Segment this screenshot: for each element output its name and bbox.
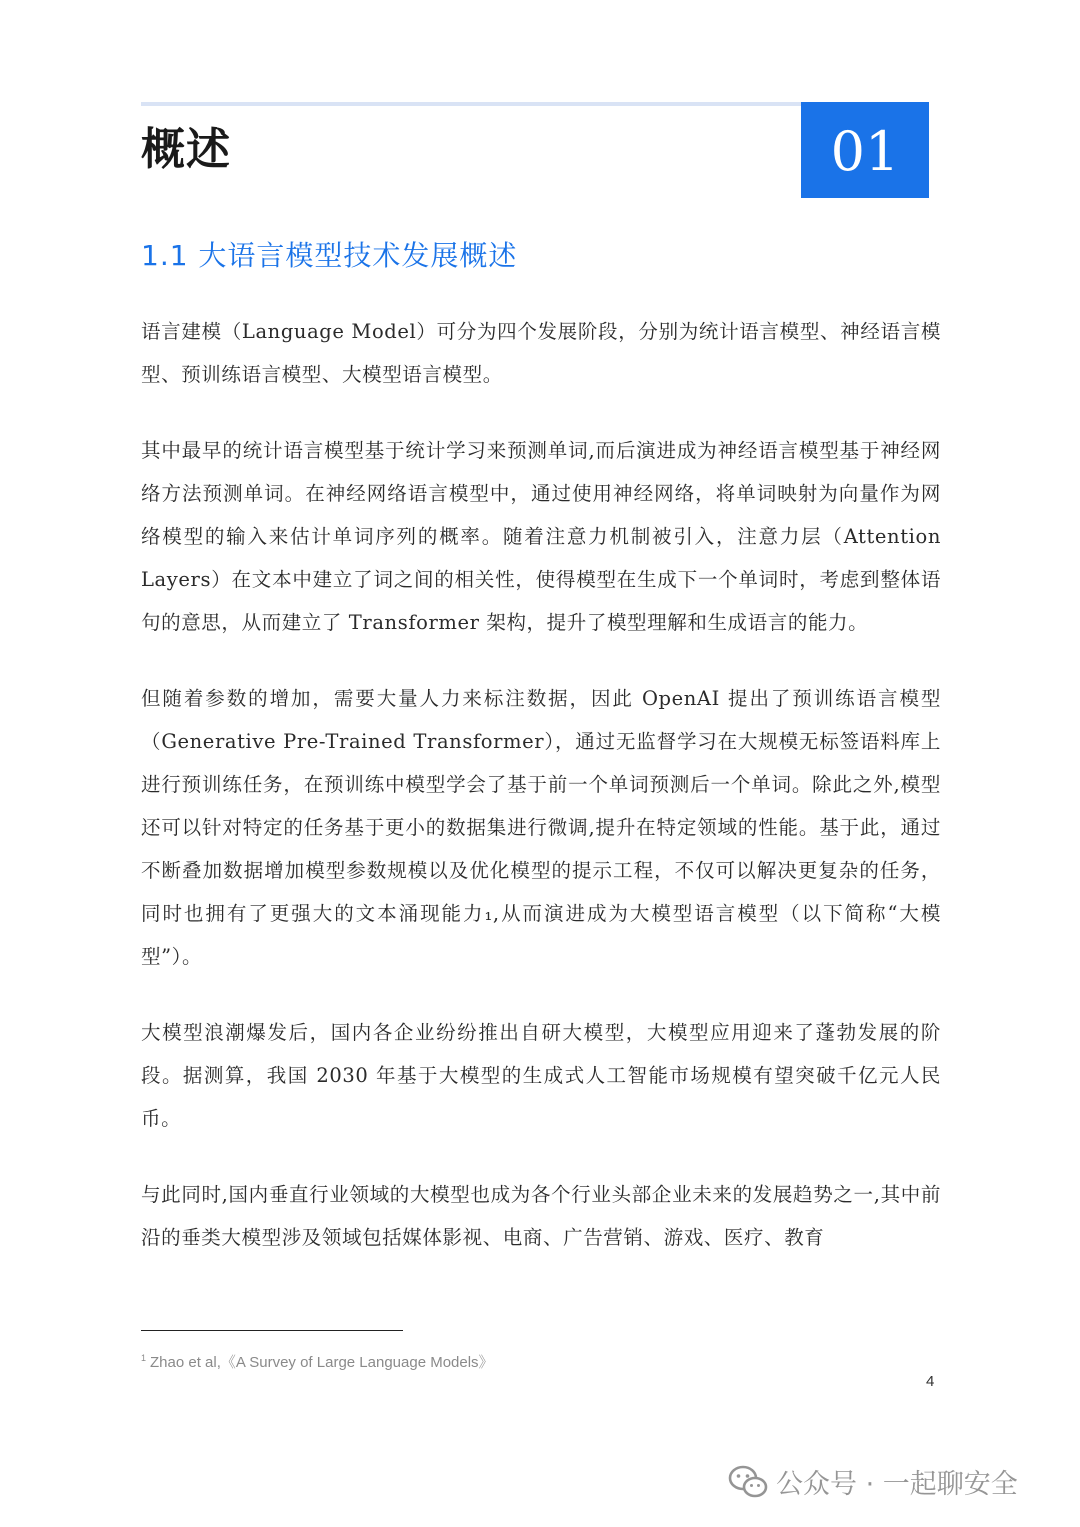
page-number: 4 [926, 1373, 935, 1390]
paragraph: 其中最早的统计语言模型基于统计学习来预测单词,而后演进成为神经语言模型基于神经网络方法预测单词。在神经网络语言模型中，通过使用神经网络，将单词映射为向量作为网络模型的输入来估计单词序列的概率。随着注意力机制被引入，注意力层（Attention Layers）在文本中建立了词之间的相关性，使得模型在生成下一个单词时，考虑到整体语句的意思，从而建立了 Transformer 架构，提升了模型理解和生成语言的能力。 [141, 439, 941, 634]
chapter-header [141, 102, 929, 198]
paragraph: 与此同时,国内垂直行业领域的大模型也成为各个行业头部企业未来的发展趋势之一,其中前沿的垂类大模型涉及领域包括媒体影视、电商、广告营销、游戏、医疗、教育 [141, 1183, 941, 1249]
footnote-marker: 1 [141, 1353, 147, 1363]
chapter-title: 概述 [141, 124, 231, 175]
paragraph: 语言建模（Language Model）可分为四个发展阶段，分别为统计语言模型、神经语言模型、预训练语言模型、大模型语言模型。 [141, 320, 941, 386]
watermark [728, 1462, 1018, 1501]
wechat-icon [728, 1465, 768, 1499]
paragraph: 大模型浪潮爆发后，国内各企业纷纷推出自研大模型，大模型应用迎来了蓬勃发展的阶段。据测算，我国 2030 年基于大模型的生成式人工智能市场规模有望突破千亿元人民币。 [141, 1021, 941, 1130]
footnote-rule [141, 1330, 403, 1331]
footnote [141, 1348, 494, 1373]
footnote-text: Zhao et al,《A Survey of Large Language Models》 [150, 1354, 494, 1371]
chapter-rule [141, 102, 801, 106]
chapter-number: 01 [830, 120, 900, 183]
section-title: 1.1 大语言模型技术发展概述 [141, 239, 518, 272]
paragraph: 但随着参数的增加，需要大量人力来标注数据，因此 OpenAI 提出了预训练语言模型（Generative Pre-Trained Transformer），通过无监督学习在大规模无标签语料库上进行预训练任务，在预训练中模型学会了基于前一个单词预测后一个单词。除此之外,模型还可以针对特定的任务基于更小的数据集进行微调,提升在特定领域的性能。基于此，通过不断叠加数据增加模型参数规模以及优化模型的提示工程，不仅可以解决更复杂的任务，同时也拥有了更强大的文本涌现能力₁,从而演进成为大模型语言模型（以下简称“大模型”）。 [141, 687, 941, 968]
chapter-number-box [801, 102, 929, 198]
watermark-text: 公众号 · 一起聊安全 [776, 1469, 1018, 1500]
body-text [141, 310, 941, 1292]
